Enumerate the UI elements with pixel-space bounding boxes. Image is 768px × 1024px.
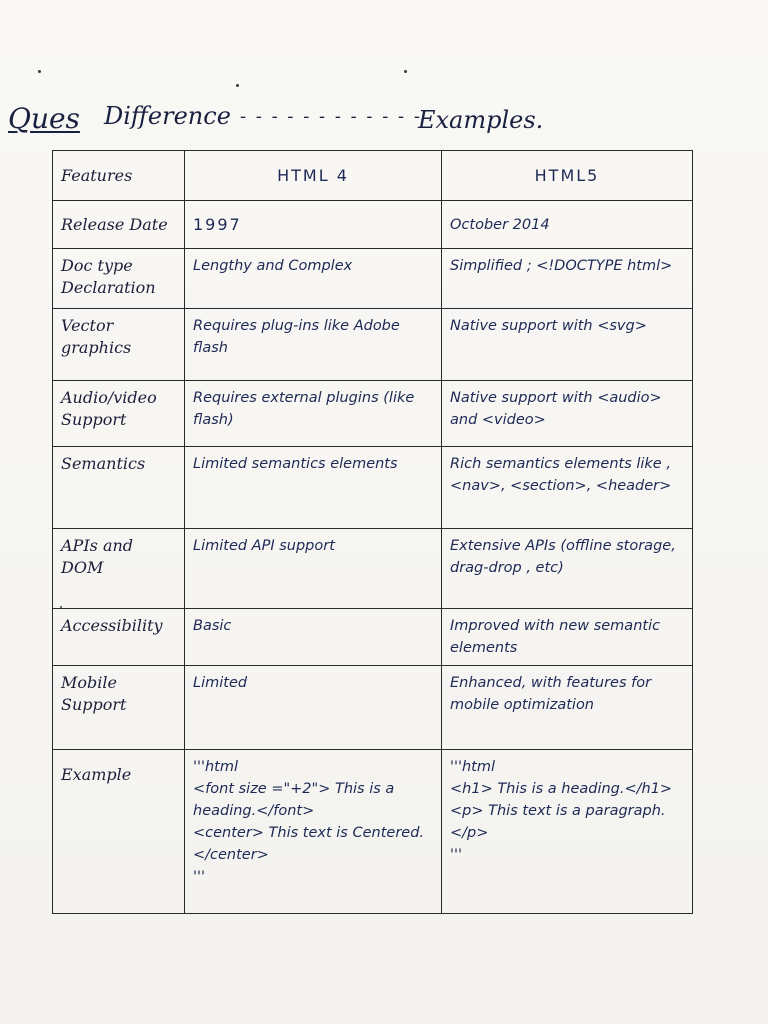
heading-question: Ques bbox=[8, 102, 80, 135]
column-header-features: Features bbox=[53, 151, 185, 201]
comparison-table bbox=[52, 150, 693, 914]
table-row bbox=[53, 529, 693, 609]
paper-speck bbox=[236, 84, 239, 87]
table-row bbox=[53, 447, 693, 529]
table-row bbox=[53, 249, 693, 309]
feature-cell: Example bbox=[53, 750, 185, 914]
heading-suffix: Examples. bbox=[418, 106, 544, 134]
html5-cell: Simplified ; <!DOCTYPE html> bbox=[442, 249, 693, 309]
heading-dashes: - - - - - - - - - - - - bbox=[240, 106, 422, 127]
html5-example-cell bbox=[442, 750, 693, 914]
html5-example-line: <p> This text is a paragraph.</p> bbox=[450, 803, 666, 841]
html5-cell: Extensive APIs (offline storage, drag-drop , etc) bbox=[442, 529, 693, 609]
table-header-row bbox=[53, 151, 693, 201]
column-header-html5: HTML5 bbox=[442, 151, 693, 201]
table-row bbox=[53, 609, 693, 666]
html5-cell: Enhanced, with features for mobile optimization bbox=[442, 666, 693, 750]
paper-speck bbox=[404, 70, 407, 73]
feature-cell: Audio/video Support bbox=[53, 381, 185, 447]
html4-cell: Basic bbox=[185, 609, 442, 666]
table-row bbox=[53, 309, 693, 381]
html4-example-line: '''html bbox=[193, 759, 238, 775]
html4-cell: Requires external plugins (like flash) bbox=[185, 381, 442, 447]
html4-cell: 1997 bbox=[185, 201, 442, 249]
feature-cell: Release Date bbox=[53, 201, 185, 249]
feature-cell: Accessibility bbox=[53, 609, 185, 666]
feature-cell: Doc type Declaration bbox=[53, 249, 185, 309]
table-row bbox=[53, 381, 693, 447]
html5-example-line: '''html bbox=[450, 759, 495, 775]
html5-cell: Rich semantics elements like ,<nav>, <section>, <header> bbox=[442, 447, 693, 529]
feature-cell: Vector graphics bbox=[53, 309, 185, 381]
html4-example-line: <center> This text is Centered.</center> bbox=[193, 825, 425, 863]
html4-example-cell bbox=[185, 750, 442, 914]
feature-cell: Semantics bbox=[53, 447, 185, 529]
html4-cell: Limited semantics elements bbox=[185, 447, 442, 529]
example-row bbox=[53, 750, 693, 914]
html5-cell: October 2014 bbox=[442, 201, 693, 249]
table-row bbox=[53, 201, 693, 249]
html5-example-line: <h1> This is a heading.</h1> bbox=[450, 781, 673, 797]
html5-cell: Improved with new semantic elements bbox=[442, 609, 693, 666]
html4-example-line: ''' bbox=[193, 869, 205, 885]
html5-example-line: ''' bbox=[450, 847, 462, 863]
html4-example-line: <font size ="+2"> This is a heading.</font> bbox=[193, 781, 399, 819]
html4-cell: Limited bbox=[185, 666, 442, 750]
html5-cell: Native support with <svg> bbox=[442, 309, 693, 381]
html4-cell: Limited API support bbox=[185, 529, 442, 609]
html5-cell: Native support with <audio> and <video> bbox=[442, 381, 693, 447]
table-row bbox=[53, 666, 693, 750]
paper-speck bbox=[38, 70, 41, 73]
heading-title: Difference bbox=[104, 102, 231, 130]
column-header-html4: HTML 4 bbox=[185, 151, 442, 201]
html4-cell: Lengthy and Complex bbox=[185, 249, 442, 309]
feature-cell: APIs and DOM bbox=[53, 529, 185, 609]
feature-cell: Mobile Support bbox=[53, 666, 185, 750]
page-heading bbox=[8, 96, 748, 144]
html4-cell: Requires plug-ins like Adobe flash bbox=[185, 309, 442, 381]
